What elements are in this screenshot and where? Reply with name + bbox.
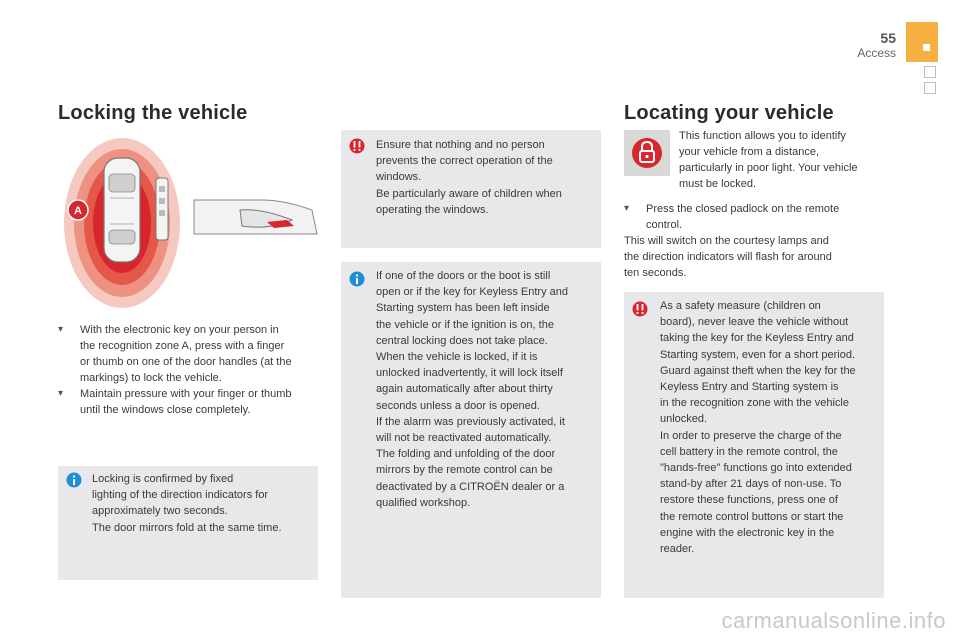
- info-line: When the vehicle is locked, if it is: [376, 351, 538, 364]
- info-line: lighting of the direction indicators for: [92, 489, 269, 502]
- locking-instructions: [58, 322, 328, 418]
- info-line: will not be reactivated automatically.: [376, 432, 552, 445]
- section-title-locating: Locating your vehicle: [624, 102, 834, 124]
- info-icon: [66, 472, 82, 488]
- warning-line: Guard against theft when the key for the: [660, 364, 856, 377]
- warning-line: windows.: [376, 171, 422, 184]
- bullet-arrow-icon: ▾: [58, 388, 64, 399]
- info-box-locking: [58, 466, 318, 580]
- warning-line: taking the key for the Keyless Entry and: [660, 332, 854, 345]
- info-line: If one of the doors or the boot is still: [376, 270, 551, 282]
- section-title-locking: Locking the vehicle: [58, 102, 248, 124]
- warning-line: restore these functions, press one of: [660, 494, 838, 507]
- warning-line: cell battery in the remote control, the: [660, 445, 838, 458]
- info-icon: [349, 271, 365, 287]
- info-line: seconds unless a door is opened.: [376, 399, 540, 412]
- info-line: The folding and unfolding of the door: [376, 448, 556, 461]
- warning-line: unlocked.: [660, 413, 708, 426]
- warning-box-safety: [624, 292, 884, 598]
- chapter-tab: [906, 22, 938, 62]
- info-line: approximately two seconds.: [92, 505, 228, 518]
- list-item: ▾ Maintain pressure with your finger or thumb until the windows close completely.: [58, 388, 292, 416]
- warning-line: prevents the correct operation of the: [376, 155, 553, 168]
- warning-line: the remote control buttons or start the: [660, 510, 844, 523]
- info-box-central-locking: [341, 262, 601, 598]
- info-line: unlocked inadvertently, it will lock itself: [376, 367, 563, 380]
- warning-icon: [349, 138, 365, 154]
- warning-line: Be particularly aware of children when: [376, 187, 562, 200]
- info-line: deactivated by a CITROËN dealer or a: [376, 480, 565, 493]
- locating-intro: This function allows you to identify your vehicle from a distance, particularly in poor light. Your vehicle must be locked.: [679, 130, 858, 190]
- list-item: ▾ Press the closed padlock on the remote control.: [624, 203, 840, 231]
- warning-line: board), never leave the vehicle without: [660, 316, 849, 329]
- padlock-icon: [624, 130, 670, 176]
- info-line: Starting system has been left inside: [376, 302, 550, 315]
- info-line: the vehicle or if the ignition is on, the: [376, 318, 554, 331]
- info-line: qualified workshop.: [376, 496, 471, 509]
- warning-line: In order to preserve the charge of the: [660, 429, 842, 442]
- watermark: carmanualsonline.info: [721, 608, 946, 633]
- locating-instructions: ▾ Press the closed padlock on the remote control. This will switch on the courtesy lamps and the direction indicators will flash for around ten seconds.: [624, 201, 894, 281]
- locking-illustration: [62, 138, 322, 308]
- chapter-tab-empty: [924, 66, 936, 78]
- info-line: again automatically after about thirty: [376, 383, 553, 396]
- warning-line: stand-by after 21 days of non-use. To: [660, 478, 842, 491]
- zone-label: A: [74, 205, 82, 217]
- car-recognition-zone-icon: [62, 138, 322, 308]
- bullet-arrow-icon: ▾: [624, 203, 630, 214]
- warning-line: "hands-free" functions go into extended: [660, 462, 852, 475]
- warning-line: in the recognition zone with the vehicle: [660, 397, 849, 410]
- warning-line: engine with the electronic key in the: [660, 526, 835, 539]
- info-line: If the alarm was previously activated, it: [376, 415, 565, 428]
- warning-line: operating the windows.: [376, 203, 489, 216]
- tab-marker-icon: [923, 44, 930, 51]
- warning-icon: [632, 301, 648, 317]
- chapter-tab-empty: [924, 82, 936, 94]
- warning-line: Starting system, even for a short period.: [660, 348, 856, 361]
- warning-line: reader.: [660, 543, 695, 556]
- warning-line: Keyless Entry and Starting system is: [660, 381, 839, 394]
- list-item: ▾ With the electronic key on your person in the recognition zone A, press with a finger or thumb on one of the door handles (at the markings) to lock the vehicle.: [58, 324, 292, 384]
- info-line: open or if the key for Keyless Entry and: [376, 286, 568, 299]
- section-name: Access: [857, 46, 896, 60]
- info-line: mirrors by the remote control can be: [376, 464, 553, 477]
- warning-box-windows: [341, 130, 601, 248]
- info-line: The door mirrors fold at the same time.: [92, 521, 282, 534]
- info-line: central locking does not take place.: [376, 334, 548, 347]
- warning-line: As a safety measure (children on: [660, 300, 821, 312]
- page-number: 55: [880, 30, 896, 46]
- bullet-arrow-icon: ▾: [58, 324, 64, 335]
- remote-lock-button-tile: [624, 130, 670, 176]
- warning-line: Ensure that nothing and no person: [376, 139, 545, 151]
- info-line: Locking is confirmed by fixed: [92, 473, 234, 485]
